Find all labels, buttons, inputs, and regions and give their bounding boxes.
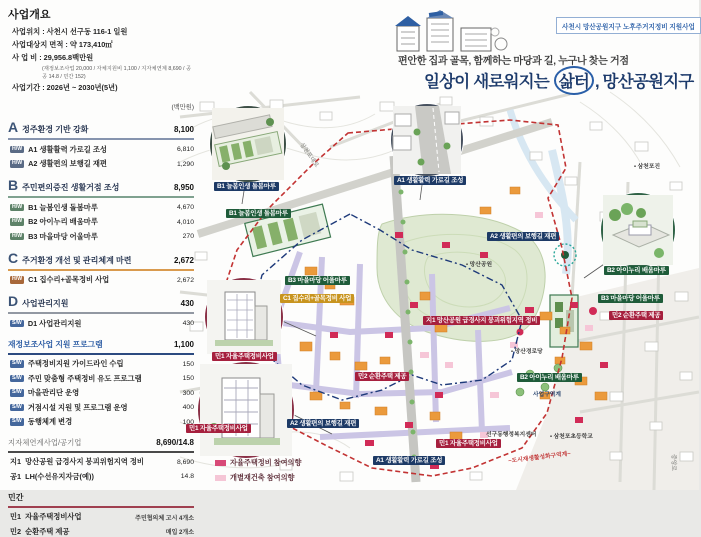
title-pre: 일상이 새로워지는	[424, 73, 549, 91]
map-label-min2: 민2 순환주택 제공	[355, 372, 409, 381]
sw-badge: S/W	[12, 418, 22, 425]
program-title: 재정보조사업 지원 프로그램	[8, 339, 103, 349]
row-value: 400	[182, 404, 194, 411]
landmark-mangsan-park: • 망산공원	[466, 262, 493, 268]
map-label-a1: A1 생활활력 가로길 조성	[373, 456, 445, 465]
section-b-header	[8, 178, 194, 195]
callout-circle-min1-lower	[198, 362, 294, 458]
landmark-samcheonpo: • 삼천포진	[634, 164, 661, 170]
legend-label: 개별재건축 참여의향	[230, 473, 295, 482]
budget-row	[8, 319, 194, 329]
row-label: 망산공원 급경사지 붕괴위험지역 정비	[25, 457, 144, 466]
road-label-jungang-ro: 중앙로	[669, 454, 676, 471]
linked-total: 8,690/14.8	[156, 438, 194, 447]
hw-badge: H/W	[12, 203, 23, 210]
project-summary-panel	[8, 6, 194, 537]
section-d-rule	[8, 312, 194, 314]
callout-label-min1-upper: 민1 자율주택정비사업	[212, 352, 277, 361]
row-label: 주민 맞춤형 주택정비 유도 프로그램	[27, 373, 142, 383]
legend-swatch-pink	[215, 475, 226, 482]
map-label-min1: 민1 자율주택정비사업	[436, 439, 501, 448]
section-c-header	[8, 251, 194, 268]
sw-badge: S/W	[12, 374, 22, 381]
row-label: 거점시설 지원 및 프로그램 운영	[27, 402, 128, 412]
callout-label-min1-lower: 민1 자율주택정비사업	[186, 424, 251, 433]
row-value: 150	[182, 360, 194, 368]
budget-row	[8, 145, 194, 155]
program-rule	[8, 353, 194, 355]
program-row	[8, 359, 194, 369]
row-value: 14.8	[180, 473, 194, 480]
row-value: 150	[182, 375, 194, 382]
budget-row	[8, 203, 194, 213]
private-row	[8, 512, 194, 522]
budget-row	[8, 275, 194, 285]
program-row	[8, 417, 194, 427]
map-label-b3: B3 마을마당 어울마루	[285, 276, 350, 285]
map-label-min2-east: 민2 순환주택 제공	[609, 311, 663, 320]
row-prefix: 민2	[10, 526, 22, 536]
row-value: 100	[182, 418, 194, 426]
landmark-community-center: 선구동행정복지센터	[486, 432, 537, 438]
section-a-header	[8, 120, 194, 137]
callout-label-b1: B1 늘봄인생 돌봄마루	[214, 182, 279, 191]
row-value: 270	[182, 233, 194, 240]
landmark-senior-center: • 망산경로당	[511, 349, 543, 355]
legend-item-jayul	[215, 458, 301, 468]
hw-badge: H/W	[12, 232, 23, 239]
row-value: 6,810	[176, 146, 194, 153]
title-circled-word: 삶터	[554, 66, 594, 95]
boundary-label-project-zone: 사업구역계	[533, 392, 561, 398]
sw-badge: S/W	[12, 319, 22, 326]
row-label: 순환주택 제공	[25, 526, 70, 536]
hw-badge: H/W	[12, 276, 23, 283]
page-title	[424, 66, 693, 95]
private-rule	[8, 506, 194, 508]
callout-circle-min1-upper	[205, 278, 283, 356]
map-label-a2-east: A2 생활편의 보행길 재편	[487, 232, 559, 241]
overview-area: 사업대상지 면적 : 약 173,410㎡	[12, 40, 113, 49]
row-prefix: 민1	[10, 512, 22, 522]
budget-row	[8, 232, 194, 242]
row-label: 마을관리단 운영	[27, 388, 80, 397]
row-label: 자율주택정비사업	[25, 512, 82, 521]
landmark-elementary-school: • 삼천포초등학교	[550, 434, 593, 440]
row-label: B3 마을마당 어울마루	[28, 231, 98, 241]
linked-rule	[8, 451, 194, 453]
section-c-total: 2,672	[173, 255, 194, 265]
row-value: 430	[182, 320, 194, 327]
row-value: 8,690	[176, 458, 194, 466]
hw-badge: H/W	[12, 160, 23, 167]
program-row	[8, 388, 194, 398]
budget-row	[8, 159, 194, 169]
section-d-title: 사업관리지원	[22, 299, 69, 308]
sw-badge: S/W	[12, 389, 22, 396]
section-b-rule	[8, 196, 194, 198]
section-d-letter: D	[8, 293, 19, 309]
header-subtitle: 편안한 집과 골목, 함께하는 마당과 길, 누구나 찾는 거점	[398, 56, 629, 67]
row-prefix: 공1	[10, 471, 22, 481]
hw-badge: H/W	[12, 218, 23, 225]
section-a-title: 정주환경 기반 강화	[22, 125, 89, 134]
section-a-total: 8,100	[173, 125, 194, 134]
linked-row	[8, 472, 194, 482]
row-value: 2,672	[176, 276, 194, 284]
program-header	[8, 339, 194, 352]
buildings-illustration	[395, 10, 513, 52]
linked-row	[8, 457, 194, 467]
section-c-letter: C	[8, 249, 19, 266]
row-value: 1,290	[176, 160, 194, 168]
legend-swatch-magenta	[215, 460, 226, 467]
row-value: 4,670	[176, 204, 194, 211]
section-d-total: 430	[180, 299, 194, 308]
linked-header	[8, 437, 194, 450]
road-label-samcheonpo-daero: 삼천포대로	[298, 142, 320, 169]
row-value: 주민협의체 고시 4개소	[135, 515, 194, 522]
map-label-b1: B1 늘봄인생 돌봄마루	[226, 209, 291, 218]
callout-label-b2: B2 아이누리 배움마루	[604, 266, 669, 275]
row-value: 매입 2개소	[165, 530, 194, 536]
linked-title: 지자체연계사업/공기업	[8, 438, 82, 447]
row-label: C1 집수리+골목정비 사업	[28, 275, 110, 284]
section-b-total: 8,950	[173, 183, 194, 192]
row-label: A2 생활편의 보행길 재편	[28, 159, 107, 168]
overview-cost: 사 업 비 : 29,956.8백만원	[12, 53, 94, 62]
overview-title: 사업개요	[8, 9, 51, 21]
sw-badge: S/W	[12, 403, 22, 410]
boundary-label-regeneration-zone: ~도시재생활성화구역계~	[508, 451, 572, 465]
budget-unit: (백만원)	[171, 104, 194, 111]
private-row	[8, 527, 194, 537]
row-prefix: 지1	[10, 457, 22, 467]
row-label: D1 사업관리지원	[27, 318, 82, 328]
private-title: 민간	[8, 492, 24, 502]
program-row	[8, 374, 194, 384]
section-d-header	[8, 294, 194, 311]
map-label-b3-east: B3 마을마당 어울마루	[598, 294, 663, 303]
overview-period: 사업기간 : 2026년 ~ 2030년(5년)	[12, 83, 118, 92]
row-label: 주택정비지원 가이드라인 수립	[27, 359, 124, 368]
section-c-rule	[8, 269, 194, 271]
row-label: 동행체계 변경	[27, 417, 73, 426]
section-a-rule	[8, 138, 194, 140]
callout-circle-b2	[601, 193, 675, 267]
map-label-ji1: 지1 망산공원 급경사지 붕괴위험지역 정비	[423, 316, 540, 325]
project-badge: 사천시 망산공원지구 노후주거지정비 지원사업	[556, 17, 701, 34]
title-post: , 망산공원지구	[594, 73, 694, 91]
row-value: 300	[182, 389, 194, 397]
map-label-a2: A2 생활편의 보행길 재편	[287, 419, 359, 428]
row-label: LH(수선유지자금(예))	[25, 471, 94, 481]
row-label: B2 아이누리 배움마루	[28, 217, 98, 226]
legend-item-gaebyeol	[215, 473, 295, 483]
budget-row	[8, 217, 194, 227]
section-b-letter: B	[8, 177, 19, 193]
row-label: A1 생활활력 가로길 조성	[28, 144, 107, 154]
sw-badge: S/W	[12, 360, 22, 367]
private-header	[8, 492, 194, 505]
callout-circle-b1	[210, 106, 286, 182]
overview-location: 사업위치 : 사천시 선구동 116-1 일원	[12, 27, 128, 36]
legend-label: 자율주택정비 참여의향	[230, 458, 302, 467]
row-label: B1 늘봄인생 돌봄마루	[28, 202, 98, 212]
section-b-title: 주민편의증진 생활거점 조성	[22, 183, 120, 192]
callout-label-a1: A1 생활활력 가로길 조성	[394, 176, 466, 185]
map-label-c1: C1 집수리+골목정비 사업	[280, 294, 354, 303]
program-row	[8, 403, 194, 413]
map-label-b2: B2 아이누리 배움마루	[517, 373, 582, 382]
hw-badge: H/W	[12, 145, 23, 152]
section-c-title: 주거환경 개선 및 관리체계 마련	[22, 255, 132, 265]
program-total: 1,100	[173, 339, 194, 349]
overview-cost-breakdown: (재정보조사업 20,000 / 자체지원비 1,100 / 지자체연계 8,690 / 공공 14.8 / 민간 152)	[42, 66, 192, 80]
section-a-letter: A	[8, 119, 19, 135]
row-value: 4,010	[176, 218, 194, 226]
callout-circle-a1	[391, 104, 463, 176]
